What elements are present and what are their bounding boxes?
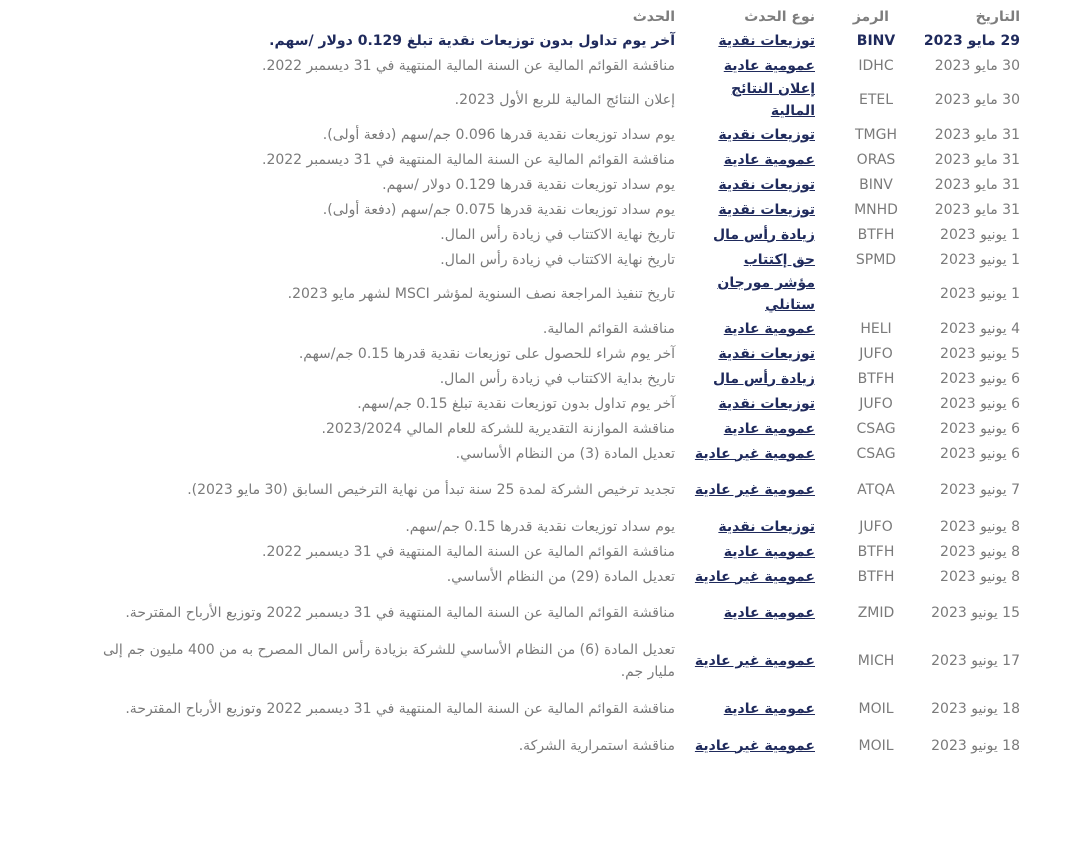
event-type-cell (683, 733, 823, 758)
symbol-cell (823, 53, 911, 78)
event-date: 1 يونيو 2023 (940, 251, 1020, 268)
event-date: 6 يونيو 2023 (940, 445, 1020, 462)
event-type-cell (683, 564, 823, 589)
event-type-link[interactable]: إعلان النتائج المالية (731, 81, 815, 119)
stock-symbol: TMGH (854, 126, 897, 143)
stock-symbol: MICH (857, 653, 895, 669)
event-type-cell (683, 366, 823, 391)
symbol-cell (823, 514, 911, 539)
symbol-cell (823, 441, 911, 466)
stock-symbol: IDHC (858, 57, 894, 74)
table-row (70, 391, 1028, 416)
event-date: 31 مايو 2023 (934, 201, 1020, 218)
stock-symbol: JUFO (859, 345, 893, 362)
event-type-cell (683, 514, 823, 539)
event-type-cell (683, 466, 823, 514)
table-row (70, 685, 1028, 733)
stock-symbol: MOIL (858, 737, 894, 754)
stock-symbol: CSAG (856, 445, 896, 462)
event-type-link[interactable]: عمومية عادية (723, 420, 815, 437)
event-type-link[interactable]: توزيعات نقدية (718, 395, 815, 412)
event-date: 1 يونيو 2023 (940, 226, 1020, 243)
event-type-cell (683, 637, 823, 685)
table-row (70, 466, 1028, 514)
event-description: يوم سداد توزيعات نقدية قدرها 0.075 جم/سهم (دفعة أولى). (322, 201, 675, 218)
table-row (70, 272, 1028, 316)
event-description: مناقشة القوائم المالية عن السنة المالية المنتهية في 31 ديسمبر 2022. (261, 151, 675, 168)
event-type-cell (683, 539, 823, 564)
event-description: تجديد ترخيص الشركة لمدة 25 سنة تبدأ من نهاية الترخيص السابق (30 مايو 2023). (187, 482, 675, 498)
symbol-cell (823, 637, 911, 685)
event-type-cell (683, 28, 823, 53)
event-date: 7 يونيو 2023 (940, 482, 1020, 498)
event-type-link[interactable]: عمومية عادية (723, 320, 815, 337)
event-description: تعديل المادة (29) من النظام الأساسي. (446, 568, 675, 585)
header-date: التاريخ (975, 9, 1020, 25)
stock-symbol: BINV (856, 32, 896, 49)
table-row (70, 589, 1028, 637)
stock-symbol: SPMD (855, 251, 897, 268)
symbol-cell (823, 564, 911, 589)
stock-symbol: MOIL (858, 701, 894, 717)
event-type-link[interactable]: عمومية عادية (723, 151, 815, 168)
event-description: مناقشة القوائم المالية عن السنة المالية المنتهية في 31 ديسمبر 2022. (261, 57, 675, 74)
event-description: آخر يوم تداول بدون توزيعات نقدية تبلغ 0.15 جم/سهم. (357, 395, 675, 412)
table-row (70, 733, 1028, 758)
event-type-cell (683, 589, 823, 637)
stock-symbol: JUFO (859, 518, 893, 535)
event-date: 4 يونيو 2023 (940, 320, 1020, 337)
event-date: 6 يونيو 2023 (940, 395, 1020, 412)
symbol-cell (823, 589, 911, 637)
event-type-link[interactable]: عمومية عادية (723, 57, 815, 74)
events-table-body (70, 28, 1028, 758)
table-row (70, 147, 1028, 172)
event-description: آخر يوم تداول بدون توزيعات نقدية تبلغ 0.129 دولار /سهم. (269, 32, 675, 49)
event-date: 6 يونيو 2023 (940, 420, 1020, 437)
event-type-link[interactable]: عمومية غير عادية (694, 445, 815, 462)
event-date: 8 يونيو 2023 (940, 543, 1020, 560)
table-row (70, 514, 1028, 539)
event-date: 15 يونيو 2023 (931, 605, 1020, 621)
event-date: 6 يونيو 2023 (940, 370, 1020, 387)
event-type-link[interactable]: عمومية عادية (723, 605, 815, 621)
event-description: مناقشة القوائم المالية. (542, 320, 675, 337)
event-description: آخر يوم شراء للحصول على توزيعات نقدية قدرها 0.15 جم/سهم. (298, 345, 675, 362)
event-type-cell (683, 272, 823, 316)
event-description: تاريخ نهاية الاكتتاب في زيادة رأس المال. (440, 226, 675, 243)
table-row (70, 28, 1028, 53)
stock-symbol: BTFH (857, 370, 895, 387)
event-type-cell (683, 316, 823, 341)
event-date: 30 مايو 2023 (934, 92, 1020, 108)
symbol-cell (823, 733, 911, 758)
symbol-cell (823, 416, 911, 441)
event-type-link[interactable]: عمومية غير عادية (694, 737, 815, 754)
event-type-link[interactable]: زيادة رأس مال (712, 226, 815, 243)
event-type-cell (683, 147, 823, 172)
table-row (70, 197, 1028, 222)
symbol-cell (823, 341, 911, 366)
event-description: مناقشة استمرارية الشركة. (518, 737, 675, 754)
table-row (70, 441, 1028, 466)
event-date: 31 مايو 2023 (934, 126, 1020, 143)
stock-symbol: BINV (859, 176, 893, 193)
table-row (70, 172, 1028, 197)
stock-symbol: JUFO (859, 395, 893, 412)
symbol-cell (823, 272, 911, 316)
event-date: 17 يونيو 2023 (931, 653, 1020, 669)
event-type-link[interactable]: عمومية غير عادية (694, 653, 815, 669)
event-date: 8 يونيو 2023 (940, 518, 1020, 535)
header-type: نوع الحدث (744, 9, 815, 25)
stock-symbol: CSAG (856, 420, 896, 437)
symbol-cell (823, 247, 911, 272)
stock-symbol: ETEL (858, 92, 894, 108)
event-type-cell (683, 441, 823, 466)
event-type-cell (683, 197, 823, 222)
event-type-link[interactable]: توزيعات نقدية (718, 345, 815, 362)
event-date: 29 مايو 2023 (923, 32, 1020, 49)
event-type-link[interactable]: توزيعات نقدية (718, 176, 815, 193)
event-type-cell (683, 391, 823, 416)
event-type-link[interactable]: عمومية غير عادية (694, 482, 815, 498)
event-date: 18 يونيو 2023 (931, 737, 1020, 754)
table-row (70, 316, 1028, 341)
symbol-cell (823, 391, 911, 416)
event-type-link[interactable]: عمومية عادية (723, 543, 815, 560)
event-type-cell (683, 222, 823, 247)
event-description: تعديل المادة (6) من النظام الأساسي للشركة بزيادة رأس المال المصرح به من 400 مليون جم إلى مليار جم. (102, 642, 675, 680)
events-table (70, 4, 1028, 758)
event-type-link[interactable]: توزيعات نقدية (718, 126, 815, 143)
table-header-row (70, 4, 1028, 28)
symbol-cell (823, 28, 911, 53)
event-type-link[interactable]: توزيعات نقدية (718, 201, 815, 218)
event-description: تعديل المادة (3) من النظام الأساسي. (455, 445, 675, 462)
header-event: الحدث (632, 9, 675, 25)
symbol-cell (823, 366, 911, 391)
table-row (70, 122, 1028, 147)
table-row (70, 53, 1028, 78)
event-description: تاريخ نهاية الاكتتاب في زيادة رأس المال. (440, 251, 675, 268)
event-date: 31 مايو 2023 (934, 151, 1020, 168)
event-description: يوم سداد توزيعات نقدية قدرها 0.096 جم/سهم (دفعة أولى). (322, 126, 675, 143)
table-row (70, 247, 1028, 272)
symbol-cell (823, 685, 911, 733)
symbol-cell (823, 316, 911, 341)
event-type-link[interactable]: زيادة رأس مال (712, 370, 815, 387)
symbol-cell (823, 172, 911, 197)
table-row (70, 416, 1028, 441)
table-row (70, 564, 1028, 589)
event-type-cell (683, 122, 823, 147)
stock-symbol: BTFH (857, 226, 895, 243)
stock-symbol: ZMID (857, 605, 895, 621)
event-description: يوم سداد توزيعات نقدية قدرها 0.15 جم/سهم. (405, 518, 675, 535)
event-type-link[interactable]: مؤشر مورجان ستانلي (717, 275, 815, 313)
event-type-link[interactable]: توزيعات نقدية (718, 32, 815, 49)
event-description: مناقشة القوائم المالية عن السنة المالية المنتهية في 31 ديسمبر 2022. (261, 543, 675, 560)
table-row (70, 366, 1028, 391)
event-date: 18 يونيو 2023 (931, 701, 1020, 717)
event-description: تاريخ بداية الاكتتاب في زيادة رأس المال. (439, 370, 675, 387)
event-type-link[interactable]: عمومية عادية (723, 701, 815, 717)
event-type-link[interactable]: حق إكتتاب (743, 251, 815, 268)
event-description: مناقشة القوائم المالية عن السنة المالية المنتهية في 31 ديسمبر 2022 وتوزيع الأرباح المقترحة. (125, 701, 675, 717)
event-type-cell (683, 685, 823, 733)
event-type-cell (683, 172, 823, 197)
symbol-cell (823, 197, 911, 222)
stock-symbol: ATQA (857, 482, 895, 498)
symbol-cell (823, 539, 911, 564)
event-date: 30 مايو 2023 (934, 57, 1020, 74)
event-type-cell (683, 416, 823, 441)
event-type-cell (683, 53, 823, 78)
event-date: 5 يونيو 2023 (940, 345, 1020, 362)
event-date: 31 مايو 2023 (934, 176, 1020, 193)
symbol-cell (823, 147, 911, 172)
event-description: مناقشة القوائم المالية عن السنة المالية المنتهية في 31 ديسمبر 2022 وتوزيع الأرباح المقترحة. (125, 605, 675, 621)
symbol-cell (823, 122, 911, 147)
event-description: تاريخ تنفيذ المراجعة نصف السنوية لمؤشر MSCI لشهر مايو 2023. (287, 286, 675, 302)
event-type-cell (683, 247, 823, 272)
event-type-cell (683, 341, 823, 366)
event-description: يوم سداد توزيعات نقدية قدرها 0.129 دولار /سهم. (382, 176, 675, 193)
symbol-cell (823, 78, 911, 122)
event-type-link[interactable]: توزيعات نقدية (718, 518, 815, 535)
table-row (70, 222, 1028, 247)
table-row (70, 539, 1028, 564)
table-row (70, 78, 1028, 122)
stock-symbol: MNHD (854, 201, 898, 218)
event-type-link[interactable]: عمومية غير عادية (694, 568, 815, 585)
header-symbol: الرمز (852, 9, 889, 25)
stock-symbol: BTFH (857, 543, 895, 560)
stock-symbol: HELI (860, 320, 892, 337)
event-date: 8 يونيو 2023 (940, 568, 1020, 585)
table-row (70, 637, 1028, 685)
event-type-cell (683, 78, 823, 122)
event-date: 1 يونيو 2023 (940, 286, 1020, 302)
event-description: مناقشة الموازنة التقديرية للشركة للعام المالي 2023/2024. (321, 420, 675, 437)
stock-symbol: BTFH (857, 568, 895, 585)
symbol-cell (823, 466, 911, 514)
symbol-cell (823, 222, 911, 247)
stock-symbol: ORAS (856, 151, 896, 168)
table-row (70, 341, 1028, 366)
event-description: إعلان النتائج المالية للربع الأول 2023. (454, 92, 675, 108)
